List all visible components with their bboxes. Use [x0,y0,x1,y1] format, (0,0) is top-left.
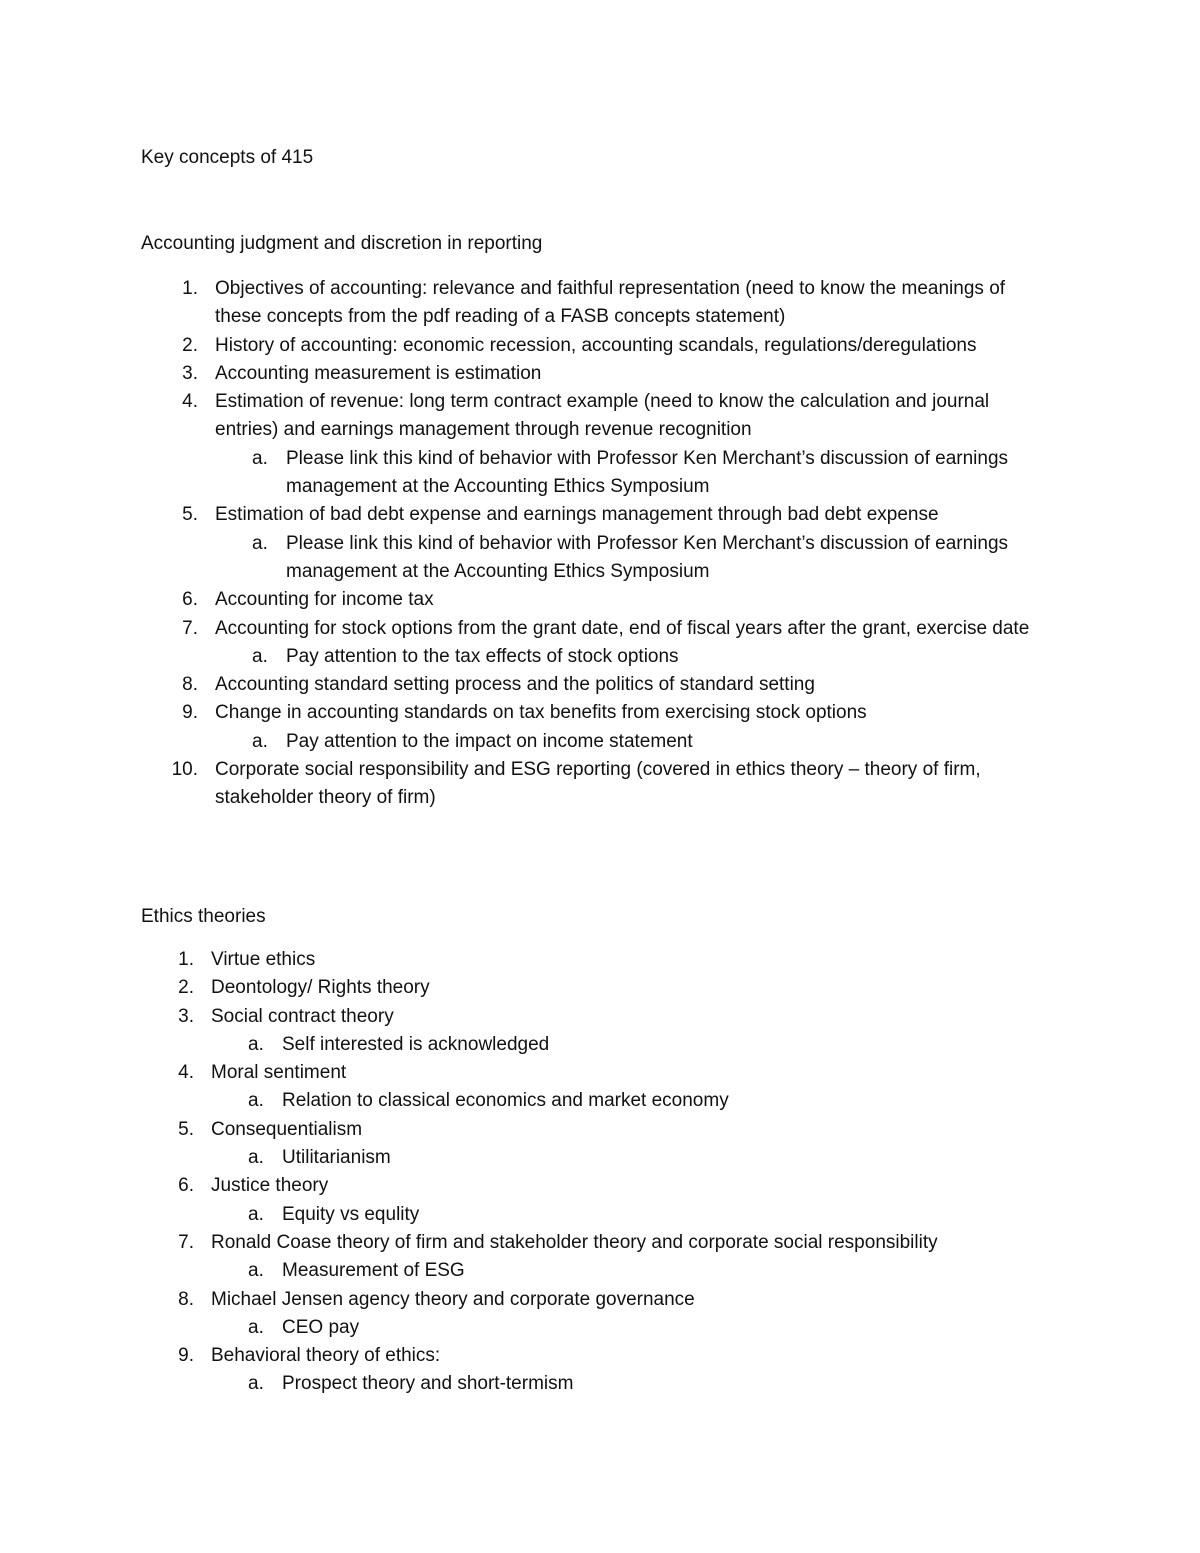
list-item-text: Corporate social responsibility and ESG reporting (covered in ethics theory – theory of firm, stakeholder theory of firm) [215,759,981,809]
list-item [0,501,1100,586]
sub-list-item [0,728,1100,756]
list-item [0,699,1100,756]
list-item-text: History of accounting: economic recession, accounting scandals, regulations/deregulations [215,334,977,356]
list-item [0,946,1100,974]
sub-list-item [0,1031,1100,1059]
sub-list-item-text: CEO pay [282,1316,360,1338]
sub-list-item [0,1257,1100,1285]
list-item-number: 7. [182,617,198,639]
list-item-text: Change in accounting standards on tax benefits from exercising stock options [215,702,867,724]
list-item [0,671,1100,699]
list-item [0,615,1100,672]
list-item [0,388,1100,501]
list-item [0,974,1100,1002]
list-item [0,586,1100,614]
sub-list-item-text: Utilitarianism [282,1147,391,1169]
list-item-number: 6. [182,589,198,611]
sub-list-item [0,445,1100,502]
list-item-text: Accounting for stock options from the grant date, end of fiscal years after the grant, exercise date [215,617,1030,639]
sub-list-item-letter: a. [248,1316,264,1338]
sub-list-item-letter: a. [248,1260,264,1282]
list-item-text: Accounting measurement is estimation [215,362,542,384]
accounting-concepts-list [0,275,1100,813]
list-item-text: Moral sentiment [211,1062,347,1084]
list-item-text: Estimation of bad debt expense and earnings management through bad debt expense [215,504,939,526]
list-item [0,1059,1100,1116]
list-item-number: 6. [178,1175,194,1197]
list-item [0,360,1100,388]
sub-list-item-letter: a. [252,645,268,667]
sub-list-item [0,643,1100,671]
sub-list-item-text: Pay attention to the tax effects of stock options [286,645,679,667]
list-item-text: Behavioral theory of ethics: [211,1345,441,1367]
list-item-text: Consequentialism [211,1118,363,1140]
list-item-number: 9. [182,702,198,724]
sub-list-item-letter: a. [248,1033,264,1055]
list-item [0,1342,1100,1399]
sub-list-item-letter: a. [248,1203,264,1225]
sub-list-item [0,1087,1100,1115]
sub-list-item-letter: a. [248,1373,264,1395]
ethics-theories-list [0,946,1100,1399]
sub-list-item-letter: a. [252,447,268,469]
list-item-text: Estimation of revenue: long term contract example (need to know the calculation and journal entries) and earnings management through revenue recognition [215,391,990,441]
list-item-number: 8. [182,674,198,696]
list-item-number: 2. [178,977,194,999]
document-title: Key concepts of 415 [141,147,314,168]
list-item-text: Accounting for income tax [215,589,434,611]
list-item [0,1003,1100,1060]
section-heading-ethics: Ethics theories [141,906,266,927]
sub-list-item-text: Relation to classical economics and market economy [282,1090,729,1112]
list-item-number: 2. [182,334,198,356]
list-item-text: Virtue ethics [211,949,316,970]
list-item-number: 1. [178,949,194,970]
list-item-number: 1. [182,278,198,299]
sub-list-item [0,1370,1100,1398]
sub-list-item-text: Measurement of ESG [282,1260,465,1282]
list-item [0,1286,1100,1343]
list-item-text: Accounting standard setting process and the politics of standard setting [215,674,815,696]
list-item-number: 10. [171,759,198,781]
list-item-text: Social contract theory [211,1005,394,1027]
sub-list-item-letter: a. [252,532,268,554]
list-item-number: 3. [178,1005,194,1027]
list-item-number: 4. [182,391,198,413]
list-item-number: 9. [178,1345,194,1367]
list-item-text: Objectives of accounting: relevance and faithful representation (need to know the meanings of these concepts from the pdf reading of a FASB concepts statement) [215,278,1006,328]
sub-list-item-letter: a. [252,730,268,752]
list-item-text: Justice theory [211,1175,329,1197]
sub-list-item-text: Prospect theory and short-termism [282,1373,574,1395]
list-item [0,275,1100,332]
section-heading-accounting: Accounting judgment and discretion in reporting [141,233,543,254]
list-item-number: 8. [178,1288,194,1310]
list-item-text: Michael Jensen agency theory and corporate governance [211,1288,695,1310]
sub-list-item [0,1314,1100,1342]
list-item-text: Ronald Coase theory of firm and stakeholder theory and corporate social responsibility [211,1231,938,1253]
sub-list-item [0,1201,1100,1229]
list-item [0,1229,1100,1286]
list-item-text: Deontology/ Rights theory [211,977,430,999]
list-item-number: 7. [178,1231,194,1253]
list-item-number: 5. [178,1118,194,1140]
list-item [0,1116,1100,1173]
sub-list-item [0,1144,1100,1172]
list-item-number: 4. [178,1062,194,1084]
sub-list-item-text: Pay attention to the impact on income statement [286,730,693,752]
sub-list-item-letter: a. [248,1090,264,1112]
list-item [0,332,1100,360]
list-item-number: 5. [182,504,198,526]
sub-list-item-text: Self interested is acknowledged [282,1033,550,1055]
list-item [0,1172,1100,1229]
sub-list-item-text: Please link this kind of behavior with Professor Ken Merchant’s discussion of earnings management at the Accounting Ethics Symposium [286,532,1009,582]
list-item-number: 3. [182,362,198,384]
sub-list-item-text: Please link this kind of behavior with Professor Ken Merchant’s discussion of earnings management at the Accounting Ethics Symposium [286,447,1009,498]
list-item [0,756,1100,813]
sub-list-item-text: Equity vs equlity [282,1203,420,1225]
sub-list-item [0,530,1100,587]
sub-list-item-letter: a. [248,1147,264,1169]
